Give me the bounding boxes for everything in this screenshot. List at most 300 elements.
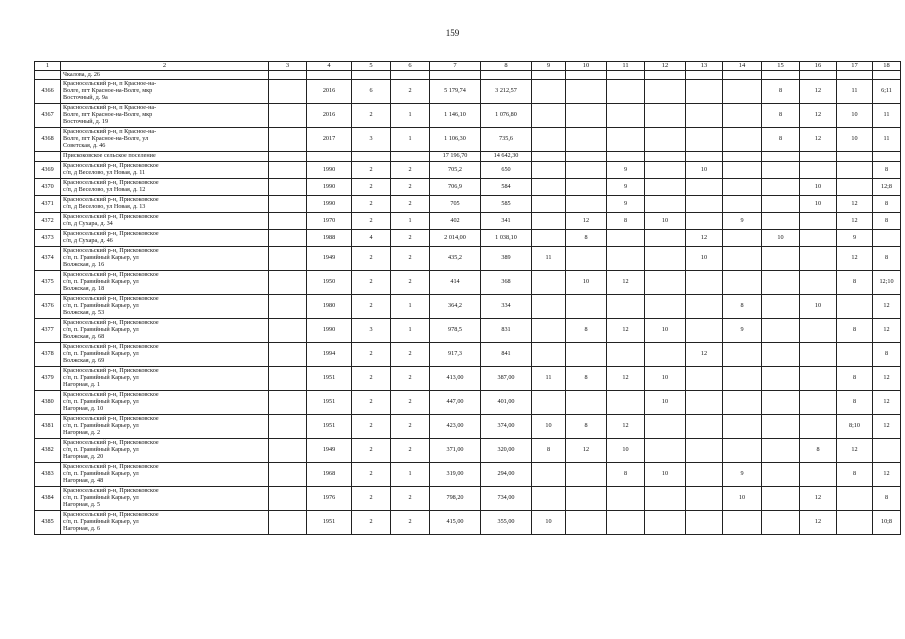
value-cell-col-4: 1951 <box>307 511 352 535</box>
value-cell-col-17: 8 <box>837 271 873 295</box>
value-cell-col-5: 2 <box>352 295 391 319</box>
value-cell-col-3 <box>269 439 307 463</box>
value-cell-col-3 <box>269 415 307 439</box>
value-cell-col-10: 8 <box>566 415 607 439</box>
value-cell-col-10 <box>566 391 607 415</box>
column-header-3: 3 <box>269 62 307 71</box>
value-cell-col-9 <box>532 213 566 230</box>
value-cell-col-17 <box>837 487 873 511</box>
address-cell <box>61 343 269 367</box>
value-cell-col-16 <box>800 415 837 439</box>
address-line: Нагорная, д. 1 <box>63 380 101 388</box>
value-cell-col-12 <box>645 162 686 179</box>
table-row <box>35 295 901 319</box>
value-cell-col-10 <box>566 104 607 128</box>
value-cell-col-18: 8 <box>873 162 901 179</box>
value-cell-col-7: 435,2 <box>430 247 481 271</box>
address-cell <box>61 463 269 487</box>
value-cell-col-12 <box>645 104 686 128</box>
value-cell-col-4: 1951 <box>307 391 352 415</box>
row-number-cell: 4379 <box>35 367 61 391</box>
value-cell-col-15 <box>762 247 800 271</box>
column-header-17: 17 <box>837 62 873 71</box>
address-line: Красносельский р-н, Прискоковское <box>63 511 159 519</box>
value-cell-col-7: 415,00 <box>430 511 481 535</box>
value-cell-col-13 <box>686 367 723 391</box>
column-header-10: 10 <box>566 62 607 71</box>
address-cell <box>61 196 269 213</box>
value-cell-col-6: 2 <box>391 511 430 535</box>
value-cell-col-10 <box>566 80 607 104</box>
value-cell-col-13 <box>686 487 723 511</box>
value-cell-col-18: 12 <box>873 367 901 391</box>
value-cell-col-3 <box>269 196 307 213</box>
address-line: Красносельский р-н, п Красное-на- <box>63 104 157 112</box>
row-number-cell: 4380 <box>35 391 61 415</box>
value-cell-col-7: 798,20 <box>430 487 481 511</box>
value-cell-col-6: 1 <box>391 104 430 128</box>
value-cell-col-7: 1 106,30 <box>430 128 481 152</box>
value-cell-col-16 <box>800 319 837 343</box>
value-cell-col-5: 2 <box>352 213 391 230</box>
address-line: Красносельский р-н, Прискоковское <box>63 319 159 327</box>
table-row <box>35 439 901 463</box>
value-cell-col-3 <box>269 128 307 152</box>
value-cell-col-5: 6 <box>352 80 391 104</box>
value-cell-col-9 <box>532 128 566 152</box>
value-cell-col-13: 10 <box>686 247 723 271</box>
value-cell-col-9 <box>532 152 566 162</box>
column-header-7: 7 <box>430 62 481 71</box>
value-cell-col-12 <box>645 439 686 463</box>
column-header-6: 6 <box>391 62 430 71</box>
address-line: Нагорная, д. 2 <box>63 428 101 436</box>
value-cell-col-16: 10 <box>800 179 837 196</box>
address-line: Волге, пгт Красное-на-Волге, мкр <box>63 111 153 119</box>
value-cell-col-7: 2 014,00 <box>430 230 481 247</box>
value-cell-col-11: 10 <box>607 439 645 463</box>
table-row <box>35 230 901 247</box>
row-number-cell: 4374 <box>35 247 61 271</box>
value-cell-col-4: 1950 <box>307 271 352 295</box>
value-cell-col-5: 2 <box>352 463 391 487</box>
value-cell-col-17: 10 <box>837 104 873 128</box>
value-cell-col-9: 11 <box>532 367 566 391</box>
address-line: Нагорная, д. 10 <box>63 404 104 412</box>
address-line: Нагорная, д. 48 <box>63 476 104 484</box>
value-cell-col-18 <box>873 439 901 463</box>
address-line: с/п, п. Гравийный Карьер, ул <box>63 326 139 334</box>
value-cell-col-13 <box>686 271 723 295</box>
value-cell-col-11: 9 <box>607 196 645 213</box>
value-cell-col-5: 2 <box>352 271 391 295</box>
value-cell-col-3 <box>269 319 307 343</box>
value-cell-col-5: 2 <box>352 343 391 367</box>
value-cell-col-13 <box>686 179 723 196</box>
value-cell-col-15 <box>762 179 800 196</box>
value-cell-col-18: 12 <box>873 415 901 439</box>
value-cell-col-13 <box>686 104 723 128</box>
value-cell-col-3 <box>269 511 307 535</box>
value-cell-col-17 <box>837 295 873 319</box>
value-cell-col-11: 9 <box>607 179 645 196</box>
value-cell-col-8: 341 <box>481 213 532 230</box>
value-cell-col-14: 10 <box>723 487 762 511</box>
value-cell-col-6: 1 <box>391 295 430 319</box>
address-line: Красносельский р-н, Прискоковское <box>63 367 159 375</box>
value-cell-col-10 <box>566 71 607 80</box>
value-cell-col-18: 12 <box>873 295 901 319</box>
column-number-header-row <box>35 62 901 71</box>
row-number-cell: 4382 <box>35 439 61 463</box>
table-row <box>35 104 901 128</box>
value-cell-col-18: 11 <box>873 128 901 152</box>
row-number-cell: 4368 <box>35 128 61 152</box>
value-cell-col-3 <box>269 71 307 80</box>
value-cell-col-15 <box>762 152 800 162</box>
value-cell-col-10: 12 <box>566 439 607 463</box>
value-cell-col-6: 1 <box>391 463 430 487</box>
value-cell-col-11 <box>607 295 645 319</box>
table-row <box>35 179 901 196</box>
value-cell-col-11: 12 <box>607 271 645 295</box>
value-cell-col-5 <box>352 152 391 162</box>
subtotal-row <box>35 152 901 162</box>
value-cell-col-15 <box>762 295 800 319</box>
value-cell-col-7: 978,5 <box>430 319 481 343</box>
value-cell-col-5: 2 <box>352 487 391 511</box>
value-cell-col-9 <box>532 71 566 80</box>
value-cell-col-10 <box>566 179 607 196</box>
address-cell <box>61 511 269 535</box>
value-cell-col-16 <box>800 213 837 230</box>
value-cell-col-15 <box>762 319 800 343</box>
value-cell-col-17: 12 <box>837 196 873 213</box>
value-cell-col-15 <box>762 367 800 391</box>
value-cell-col-4: 1990 <box>307 319 352 343</box>
address-line: с/п, п. Гравийный Карьер, ул <box>63 494 139 502</box>
value-cell-col-15 <box>762 213 800 230</box>
value-cell-col-13 <box>686 415 723 439</box>
value-cell-col-9: 11 <box>532 247 566 271</box>
value-cell-col-18: 8 <box>873 213 901 230</box>
value-cell-col-14 <box>723 367 762 391</box>
value-cell-col-11 <box>607 230 645 247</box>
value-cell-col-8: 320,00 <box>481 439 532 463</box>
value-cell-col-12 <box>645 80 686 104</box>
value-cell-col-7: 917,3 <box>430 343 481 367</box>
address-line: Красносельский р-н, Прискоковское <box>63 247 159 255</box>
address-line: Красносельский р-н, Прискоковское <box>63 463 159 471</box>
value-cell-col-13: 12 <box>686 343 723 367</box>
address-cell <box>61 179 269 196</box>
value-cell-col-8: 1 076,80 <box>481 104 532 128</box>
column-header-11: 11 <box>607 62 645 71</box>
value-cell-col-4: 1988 <box>307 230 352 247</box>
row-number-cell: 4371 <box>35 196 61 213</box>
value-cell-col-14 <box>723 71 762 80</box>
row-number-cell: 4378 <box>35 343 61 367</box>
value-cell-col-14 <box>723 439 762 463</box>
value-cell-col-5: 4 <box>352 230 391 247</box>
column-header-8: 8 <box>481 62 532 71</box>
value-cell-col-6 <box>391 152 430 162</box>
column-header-1: 1 <box>35 62 61 71</box>
value-cell-col-17 <box>837 152 873 162</box>
value-cell-col-7: 413,00 <box>430 367 481 391</box>
value-cell-col-7: 364,2 <box>430 295 481 319</box>
address-line: Волжская, д. 68 <box>63 332 105 340</box>
value-cell-col-4: 1951 <box>307 415 352 439</box>
value-cell-col-17: 10 <box>837 128 873 152</box>
address-line: Советская, д. 46 <box>63 141 106 149</box>
value-cell-col-3 <box>269 295 307 319</box>
value-cell-col-9 <box>532 104 566 128</box>
table-body <box>35 71 901 535</box>
address-line: Волге, пгт Красное-на-Волге, ул <box>63 135 149 143</box>
value-cell-col-14: 9 <box>723 463 762 487</box>
column-header-13: 13 <box>686 62 723 71</box>
value-cell-col-7: 447,00 <box>430 391 481 415</box>
value-cell-col-7: 705,2 <box>430 162 481 179</box>
value-cell-col-18: 8 <box>873 247 901 271</box>
row-number-cell: 4383 <box>35 463 61 487</box>
value-cell-col-8: 650 <box>481 162 532 179</box>
value-cell-col-4: 1970 <box>307 213 352 230</box>
address-line: с/п, д Веселово, ул Новая, д. 13 <box>63 203 146 210</box>
value-cell-col-6: 2 <box>391 271 430 295</box>
value-cell-col-10: 8 <box>566 367 607 391</box>
value-cell-col-11: 12 <box>607 415 645 439</box>
value-cell-col-4 <box>307 71 352 80</box>
value-cell-col-12 <box>645 487 686 511</box>
value-cell-col-18: 10;8 <box>873 511 901 535</box>
value-cell-col-17 <box>837 162 873 179</box>
value-cell-col-3 <box>269 152 307 162</box>
address-line: Нагорная, д. 20 <box>63 452 104 460</box>
value-cell-col-4: 1990 <box>307 179 352 196</box>
value-cell-col-12 <box>645 128 686 152</box>
address-line: Красносельский р-н, п Красное-на- <box>63 128 157 136</box>
value-cell-col-9: 10 <box>532 511 566 535</box>
row-number-cell: 4370 <box>35 179 61 196</box>
value-cell-col-16 <box>800 230 837 247</box>
value-cell-col-14 <box>723 511 762 535</box>
value-cell-col-3 <box>269 104 307 128</box>
value-cell-col-6: 2 <box>391 391 430 415</box>
value-cell-col-13 <box>686 319 723 343</box>
address-line: Красносельский р-н, Прискоковское <box>63 213 159 221</box>
address-cell <box>61 230 269 247</box>
value-cell-col-4: 1976 <box>307 487 352 511</box>
value-cell-col-8: 374,00 <box>481 415 532 439</box>
value-cell-col-4 <box>307 152 352 162</box>
value-cell-col-5: 2 <box>352 179 391 196</box>
value-cell-col-16 <box>800 343 837 367</box>
value-cell-col-14 <box>723 343 762 367</box>
value-cell-col-9 <box>532 80 566 104</box>
value-cell-col-5: 2 <box>352 415 391 439</box>
value-cell-col-9 <box>532 487 566 511</box>
address-line: с/п, д Сухара, д. 34 <box>63 220 113 227</box>
address-line: Красносельский р-н, Прискоковское <box>63 439 159 447</box>
value-cell-col-3 <box>269 179 307 196</box>
value-cell-col-12 <box>645 71 686 80</box>
value-cell-col-11: 12 <box>607 367 645 391</box>
table-row <box>35 343 901 367</box>
row-number-cell: 4372 <box>35 213 61 230</box>
value-cell-col-12 <box>645 295 686 319</box>
value-cell-col-8: 1 038,10 <box>481 230 532 247</box>
value-cell-col-14 <box>723 391 762 415</box>
value-cell-col-5: 2 <box>352 391 391 415</box>
value-cell-col-14 <box>723 162 762 179</box>
value-cell-col-15 <box>762 391 800 415</box>
value-cell-col-12 <box>645 343 686 367</box>
value-cell-col-14 <box>723 104 762 128</box>
value-cell-col-9: 10 <box>532 415 566 439</box>
value-cell-col-9: 8 <box>532 439 566 463</box>
value-cell-col-11: 8 <box>607 463 645 487</box>
value-cell-col-7: 402 <box>430 213 481 230</box>
address-cell <box>61 71 269 80</box>
value-cell-col-7: 705 <box>430 196 481 213</box>
value-cell-col-14 <box>723 247 762 271</box>
value-cell-col-11: 8 <box>607 213 645 230</box>
value-cell-col-18: 8 <box>873 487 901 511</box>
value-cell-col-16 <box>800 463 837 487</box>
value-cell-col-10 <box>566 463 607 487</box>
address-cell <box>61 271 269 295</box>
value-cell-col-6: 2 <box>391 196 430 213</box>
column-header-5: 5 <box>352 62 391 71</box>
row-number-cell: 4375 <box>35 271 61 295</box>
housing-registry-table <box>34 61 901 535</box>
value-cell-col-7: 423,00 <box>430 415 481 439</box>
value-cell-col-5: 2 <box>352 104 391 128</box>
value-cell-col-11 <box>607 152 645 162</box>
row-number-cell: 4367 <box>35 104 61 128</box>
address-cell <box>61 152 269 162</box>
value-cell-col-11: 9 <box>607 162 645 179</box>
page-number: 159 <box>445 28 460 38</box>
table-row <box>35 463 901 487</box>
value-cell-col-14: 9 <box>723 213 762 230</box>
address-line: с/п, п. Гравийный Карьер, ул <box>63 350 139 358</box>
value-cell-col-8: 585 <box>481 196 532 213</box>
value-cell-col-10 <box>566 152 607 162</box>
value-cell-col-11 <box>607 128 645 152</box>
value-cell-col-6: 2 <box>391 230 430 247</box>
value-cell-col-14 <box>723 196 762 213</box>
value-cell-col-9 <box>532 391 566 415</box>
value-cell-col-7: 1 146,10 <box>430 104 481 128</box>
value-cell-col-18 <box>873 230 901 247</box>
address-cell <box>61 487 269 511</box>
value-cell-col-17: 9 <box>837 230 873 247</box>
value-cell-col-10: 8 <box>566 230 607 247</box>
value-cell-col-18: 12;8 <box>873 179 901 196</box>
value-cell-col-8: 389 <box>481 247 532 271</box>
value-cell-col-13 <box>686 196 723 213</box>
value-cell-col-16: 12 <box>800 80 837 104</box>
value-cell-col-18: 11 <box>873 104 901 128</box>
value-cell-col-8: 401,00 <box>481 391 532 415</box>
value-cell-col-17 <box>837 343 873 367</box>
row-number-cell <box>35 152 61 162</box>
value-cell-col-6: 2 <box>391 343 430 367</box>
address-line: Красносельский р-н, Прискоковское <box>63 487 159 495</box>
address-line: Волге, пгт Красное-на-Волге, мкр <box>63 87 153 95</box>
value-cell-col-13: 10 <box>686 162 723 179</box>
address-line: Нагорная, д. 5 <box>63 500 101 508</box>
address-line: с/п, п. Гравийный Карьер, ул <box>63 374 139 382</box>
value-cell-col-4: 2016 <box>307 104 352 128</box>
value-cell-col-4: 1994 <box>307 343 352 367</box>
value-cell-col-3 <box>269 391 307 415</box>
value-cell-col-4: 1980 <box>307 295 352 319</box>
row-number-cell: 4369 <box>35 162 61 179</box>
value-cell-col-5 <box>352 71 391 80</box>
value-cell-col-8: 14 642,30 <box>481 152 532 162</box>
value-cell-col-8: 294,00 <box>481 463 532 487</box>
column-header-4: 4 <box>307 62 352 71</box>
value-cell-col-5: 3 <box>352 319 391 343</box>
value-cell-col-14 <box>723 179 762 196</box>
value-cell-col-9 <box>532 196 566 213</box>
value-cell-col-15 <box>762 196 800 213</box>
address-line: с/п, п. Гравийный Карьер, ул <box>63 302 139 310</box>
value-cell-col-11 <box>607 247 645 271</box>
value-cell-col-15 <box>762 415 800 439</box>
value-cell-col-12: 10 <box>645 319 686 343</box>
value-cell-col-8: 355,00 <box>481 511 532 535</box>
address-line: Нагорная, д. 6 <box>63 524 101 532</box>
value-cell-col-16 <box>800 71 837 80</box>
value-cell-col-6: 2 <box>391 487 430 511</box>
value-cell-col-16 <box>800 367 837 391</box>
value-cell-col-3 <box>269 162 307 179</box>
value-cell-col-18: 6;11 <box>873 80 901 104</box>
column-header-9: 9 <box>532 62 566 71</box>
value-cell-col-16: 10 <box>800 196 837 213</box>
value-cell-col-18: 12;10 <box>873 271 901 295</box>
row-number-cell: 4377 <box>35 319 61 343</box>
table-row <box>35 319 901 343</box>
address-cell <box>61 128 269 152</box>
value-cell-col-18: 12 <box>873 319 901 343</box>
value-cell-col-12: 10 <box>645 367 686 391</box>
value-cell-col-4: 1951 <box>307 367 352 391</box>
value-cell-col-11 <box>607 80 645 104</box>
address-line: Красносельский р-н, Прискоковское <box>63 271 159 279</box>
value-cell-col-13 <box>686 439 723 463</box>
table-row <box>35 415 901 439</box>
value-cell-col-17: 11 <box>837 80 873 104</box>
column-header-12: 12 <box>645 62 686 71</box>
address-cell <box>61 367 269 391</box>
value-cell-col-14 <box>723 128 762 152</box>
value-cell-col-8: 368 <box>481 271 532 295</box>
column-header-2: 2 <box>61 62 269 71</box>
address-line: Красносельский р-н, Прискоковское <box>63 415 159 423</box>
address-cell <box>61 415 269 439</box>
value-cell-col-11 <box>607 487 645 511</box>
value-cell-col-3 <box>269 343 307 367</box>
address-cell <box>61 104 269 128</box>
value-cell-col-4: 1949 <box>307 439 352 463</box>
address-line: Красносельский р-н, Прискоковское <box>63 162 159 170</box>
